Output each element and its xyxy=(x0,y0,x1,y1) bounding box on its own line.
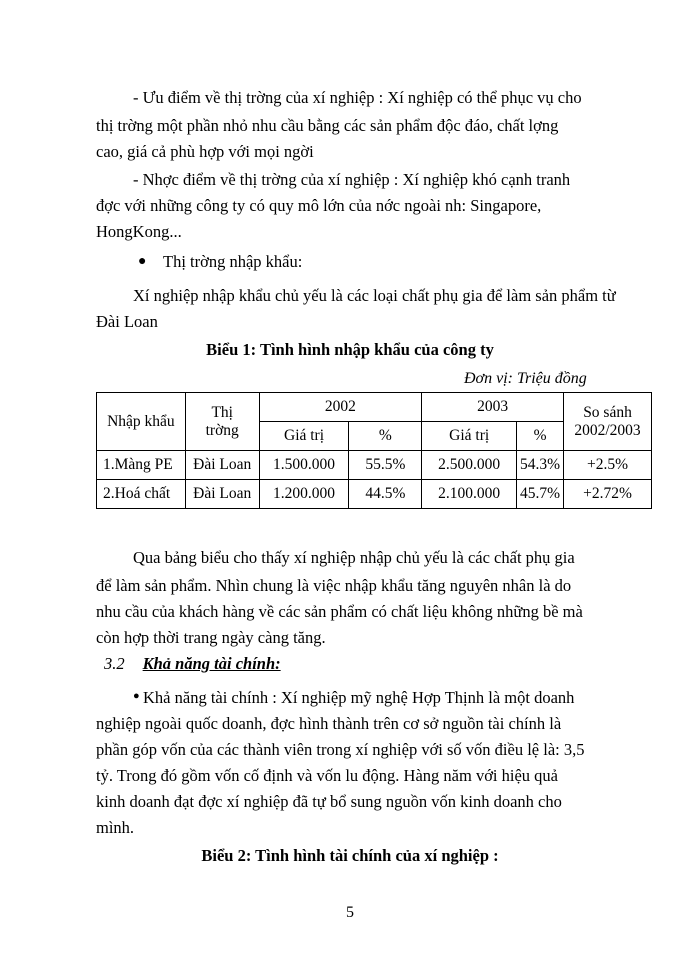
import-line-2: Đài Loan xyxy=(96,312,158,331)
bullet-icon: ● xyxy=(138,254,147,269)
header-compare xyxy=(564,393,652,451)
strengths-line-1: - Ưu điểm về thị trờng của xí nghiệp : Xí nghiệp có thể phục vụ cho xyxy=(133,88,582,107)
bullet-icon: ● xyxy=(133,690,140,702)
summary-line-1: Qua bảng biểu cho thấy xí nghiệp nhập chủ yếu là các chất phụ gia xyxy=(133,548,575,567)
table1-unit: Đơn vị: Triệu đồng xyxy=(464,370,587,387)
finance-line-6: mình. xyxy=(96,818,135,837)
table1-caption: Biểu 1: Tình hình nhập khẩu của công ty xyxy=(206,340,494,359)
row-percent-2003: 54.3% xyxy=(517,451,564,480)
section-title: Khả năng tài chính: xyxy=(142,654,281,673)
import-table xyxy=(96,392,652,509)
section-number: 3.2 xyxy=(104,654,125,673)
header-compare-line-1: So sánh xyxy=(583,403,632,421)
subheader-percent-2003: % xyxy=(517,422,564,451)
subheader-value-2002: Giá trị xyxy=(259,422,349,451)
header-market-line-1: Thị xyxy=(211,403,233,421)
summary-line-2: để làm sản phẩm. Nhìn chung là việc nhập khẩu tăng nguyên nhân là do xyxy=(96,576,572,595)
summary-line-3: nhu cầu của khách hàng về các sản phẩm có chất liệu không những bề mà xyxy=(96,602,583,621)
strengths-line-3: cao, giá cả phù hợp với mọi ngời xyxy=(96,142,314,161)
row-compare: +2.72% xyxy=(564,480,652,509)
subheader-percent-2002: % xyxy=(349,422,422,451)
import-market-heading: Thị trờng nhập khẩu: xyxy=(163,252,303,271)
weaknesses-line-3: HongKong... xyxy=(96,222,182,241)
weaknesses-line-2: đợc với những công ty có quy mô lớn của nớc ngoài nh: Singapore, xyxy=(96,196,542,215)
header-market xyxy=(185,393,259,451)
header-compare-line-2: 2002/2003 xyxy=(574,421,641,439)
finance-line-4: tỷ. Trong đó gồm vốn cố định và vốn lu động. Hàng năm với hiệu quả xyxy=(96,766,558,785)
row-item: 1.Màng PE xyxy=(97,451,186,480)
header-year-2002: 2002 xyxy=(259,393,422,422)
finance-line-2: nghiệp ngoài quốc doanh, đợc hình thành trên cơ sở nguồn tài chính là xyxy=(96,714,562,733)
finance-line-1: Khả năng tài chính : Xí nghiệp mỹ nghệ Hợp Thịnh là một doanh xyxy=(143,688,575,707)
strengths-line-2: thị trờng một phần nhỏ nhu cầu bằng các sản phẩm độc đáo, chất lợng xyxy=(96,116,559,135)
section-heading xyxy=(104,654,281,674)
header-year-2003: 2003 xyxy=(422,393,564,422)
summary-line-4: còn hợp thời trang ngày càng tăng. xyxy=(96,628,326,647)
row-value-2002: 1.500.000 xyxy=(259,451,349,480)
table2-caption: Biểu 2: Tình hình tài chính của xí nghiệp : xyxy=(201,846,499,865)
row-value-2002: 1.200.000 xyxy=(259,480,349,509)
row-percent-2003: 45.7% xyxy=(517,480,564,509)
row-value-2003: 2.500.000 xyxy=(422,451,517,480)
row-percent-2002: 55.5% xyxy=(349,451,422,480)
header-import: Nhập khẩu xyxy=(97,393,186,451)
header-market-line-2: trờng xyxy=(205,421,239,439)
table-row xyxy=(97,480,652,509)
table-row xyxy=(97,451,652,480)
finance-line-5: kinh doanh đạt đợc xí nghiệp đã tự bổ sung nguồn vốn kinh doanh cho xyxy=(96,792,562,811)
row-market: Đài Loan xyxy=(185,451,259,480)
import-line-1: Xí nghiệp nhập khẩu chủ yếu là các loại chất phụ gia để làm sản phẩm từ xyxy=(133,286,616,305)
weaknesses-line-1: - Nhợc điểm về thị trờng của xí nghiệp : Xí nghiệp khó cạnh tranh xyxy=(133,170,571,189)
row-item: 2.Hoá chất xyxy=(97,480,186,509)
row-percent-2002: 44.5% xyxy=(349,480,422,509)
row-compare: +2.5% xyxy=(564,451,652,480)
finance-line-3: phần góp vốn của các thành viên trong xí nghiệp với số vốn điều lệ là: 3,5 xyxy=(96,740,585,759)
table-header-row xyxy=(97,393,652,422)
subheader-value-2003: Giá trị xyxy=(422,422,517,451)
page-number: 5 xyxy=(346,904,354,921)
row-value-2003: 2.100.000 xyxy=(422,480,517,509)
row-market: Đài Loan xyxy=(185,480,259,509)
